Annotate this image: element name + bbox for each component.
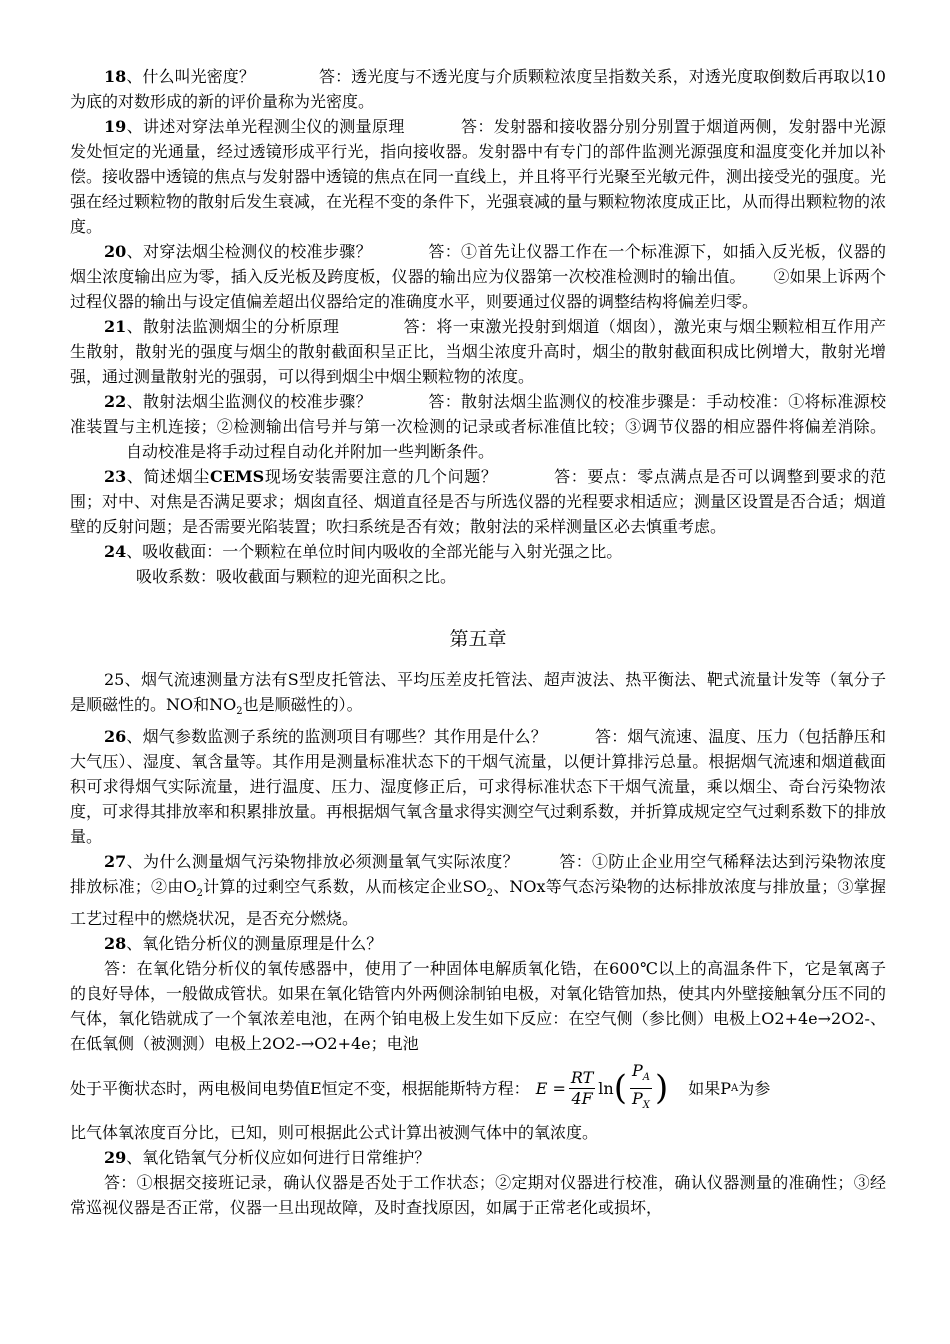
ratio-numerator bbox=[630, 1061, 652, 1089]
question-number: 29 bbox=[104, 1148, 127, 1168]
question-29-answer: 答：①根据交接班记录，确认仪器是否处于工作状态；②定期对仪器进行校准，确认仪器测量的准确性；③经常巡视仪器是否正常，仪器一旦出现故障，及时查找原因，如属于正常老化或损坏， bbox=[70, 1173, 886, 1218]
question-number: 20 bbox=[104, 242, 127, 261]
question-21 bbox=[70, 314, 886, 389]
question-text: 、简述烟尘 bbox=[126, 467, 210, 486]
subscript: A bbox=[731, 1082, 739, 1094]
subscript: 2 bbox=[486, 888, 493, 900]
question-number: 21 bbox=[104, 317, 127, 336]
question-text: 、散射法监测烟尘的分析原理 bbox=[126, 317, 340, 336]
question-text: 、什么叫光密度？ bbox=[126, 67, 255, 86]
question-text: 、散射法烟尘监测仪的校准步骤？ bbox=[126, 392, 372, 411]
formula-intro: 处于平衡状态时，两电极间电势值E恒定不变，根据能斯特方程： bbox=[70, 1078, 530, 1098]
question-18 bbox=[70, 64, 886, 114]
left-paren: ( bbox=[613, 1068, 627, 1109]
question-text: 、烟气参数监测子系统的监测项目有哪些？其作用是什么？ bbox=[126, 727, 547, 747]
definition-text: 、吸收截面：一个颗粒在单位时间内吸收的全部光能与入射光强之比。 bbox=[126, 542, 623, 561]
question-text: 、为什么测量烟气污染物排放必须测量氧气实际浓度？ bbox=[126, 852, 519, 872]
formula-line bbox=[70, 1056, 886, 1120]
formula-fraction bbox=[569, 1068, 595, 1109]
item-number: 24 bbox=[104, 542, 127, 561]
question-text: 、氧化锆分析仪的测量原理是什么？ bbox=[126, 934, 383, 954]
formula-followup: 如果P bbox=[688, 1078, 732, 1098]
fraction-numerator: RT bbox=[570, 1067, 594, 1087]
ratio-numerator-sub: A bbox=[642, 1071, 650, 1083]
subscript: 2 bbox=[236, 706, 243, 718]
answer-text: 答：烟气流速、温度、压力（包括静压和大气压）、湿度、氧含量等。其作用是测量标准状态下的干烟气流量，以便计算排污总量。根据烟气流速和烟道截面积可求得烟气实际流量，进行温度、压力、湿度修正后，可求得标准状态下干烟气流量，乘以烟尘、奇台污染物浓度，可求得其排放率和积累排放量。再根据烟气氧含量求得实测空气过剩系数，并折算成规定空气过剩系数下的排放量。 bbox=[70, 727, 887, 847]
answer-text: 答：散射法烟尘监测仪的校准步骤是：手动校准：①将标准源校准装置与主机连接；②检测输出信号并与第一次检测的记录或者标准值比较；③调节仪器的相应器件将偏差消除。 bbox=[70, 392, 886, 436]
question-number: 19 bbox=[104, 117, 127, 136]
question-29 bbox=[70, 1145, 886, 1170]
question-text: 、对穿法烟尘检测仪的校准步骤？ bbox=[126, 242, 372, 261]
document-body bbox=[70, 64, 886, 1220]
question-number: 18 bbox=[104, 67, 127, 86]
question-text: 、氧化锆氧气分析仪应如何进行日常维护？ bbox=[126, 1148, 431, 1168]
ratio-denominator bbox=[632, 1089, 650, 1116]
answer-text: 答：①防止企业用空气稀释法达到污染物浓度排放标准；②由O bbox=[70, 852, 886, 897]
answer-text-continued: ②如果上诉两个过程仪器的输出与设定值偏差超出仪器给定的准确度水平，则要通过仪器的调整结构将偏差归零。 bbox=[70, 267, 886, 311]
question-23 bbox=[70, 464, 886, 539]
chapter-title: 第五章 bbox=[449, 628, 507, 650]
ratio-denominator-sub: X bbox=[642, 1100, 650, 1112]
nernst-equation bbox=[536, 1061, 669, 1116]
answer-text-continued: 自动校准是将手动过程自动化并附加一些判断条件。 bbox=[126, 442, 495, 461]
paragraph-text: 25、烟气流速测量方法有S型皮托管法、平均压差皮托管法、超声波法、热平衡法、靶式流量计发等（氧分子是顺磁性的。NO和NO bbox=[70, 670, 886, 714]
formula-followup-end: 为参 bbox=[738, 1078, 771, 1098]
question-number: 22 bbox=[104, 392, 127, 411]
ratio-denominator-symbol: P bbox=[632, 1088, 643, 1108]
question-28-tail: 比气体氧浓度百分比，已知，则可根据此公式计算出被测气体中的氧浓度。 bbox=[70, 1123, 599, 1143]
answer-text: 答：透光度与不透光度与介质颗粒浓度呈指数关系，对透光度取倒数后再取以10为底的对数形成的新的评价量称为光密度。 bbox=[70, 67, 886, 111]
formula-lhs: E = bbox=[535, 1078, 566, 1098]
question-number: 28 bbox=[104, 934, 127, 954]
answer-text: 答：要点：零点满点是否可以调整到要求的范围；对中、对焦是否满足要求；烟囱直径、烟道直径是否与所选仪器的光程要求相适应；测量区设置是否合适；烟道壁的反射问题；是否需要光陷装置；吹扫系统是否有效；散射法的采样测量区必去慎重考虑。 bbox=[70, 467, 887, 536]
question-19 bbox=[70, 114, 886, 239]
fraction-denominator: 4F bbox=[571, 1088, 593, 1108]
question-26 bbox=[70, 724, 886, 849]
answer-text-end: 、NOx等气态污染物的达标排放浓度与排放量；③掌握工艺过程中的燃烧状况，是否充分燃烧。 bbox=[70, 877, 886, 929]
pressure-ratio bbox=[630, 1061, 652, 1116]
question-text-continued: 现场安装需要注意的几个问题？ bbox=[264, 467, 498, 486]
answer-text-continued: 计算的过剩空气系数，从而核定企业SO bbox=[202, 877, 487, 897]
question-text: 、讲述对穿法单光程测尘仪的测量原理 bbox=[126, 117, 405, 136]
answer-text: 答：发射器和接收器分别分别置于烟道两侧，发射器中光源发处恒定的光通量，经过透镜形成平行光，指向接收器。发射器中有专门的部件监测光源强度和温度变化并加以补偿。接收器中透镜的焦点与发射器中透镜的焦点在同一直线上，并且将平行光聚至光敏元件，测出接受光的强度。光强在经过颗粒物的散射后发生衰减，在光程不变的条件下，光强衰减的量与颗粒物浓度成正比，从而得出颗粒物的浓度。 bbox=[70, 117, 887, 236]
paragraph-text-end: 也是顺磁性的）。 bbox=[242, 695, 363, 714]
question-28-answer: 答：在氧化锆分析仪的氧传感器中，使用了一种固体电解质氧化锆，在600℃以上的高温条件下，它是氧离子的良好导体，一般做成管状。如果在氧化锆管内外两侧涂制铂电极，对氧化锆管加热，使其内外壁接触氧分压不同的气体，氧化锆就成了一个氧浓差电池，在两个铂电极上发生如下反应：在空气侧（参比侧）电极上O2+4e→2O2-、在低氧侧（被测测）电极上2O2-→O2+4e；电池 bbox=[70, 959, 887, 1054]
right-paren: ) bbox=[654, 1068, 669, 1109]
paragraph-25 bbox=[70, 667, 886, 724]
subscript: 2 bbox=[196, 888, 203, 900]
question-number: 26 bbox=[104, 727, 127, 747]
question-27 bbox=[70, 849, 886, 931]
question-number: 27 bbox=[104, 852, 127, 872]
ratio-numerator-symbol: P bbox=[631, 1060, 643, 1080]
answer-text: 答：①首先让仪器工作在一个标准源下，如插入反光板，仪器的烟尘浓度输出应为零，插入反光板及跨度板，仪器的输出应为仪器第一次校准检测时的输出值。 bbox=[70, 242, 886, 286]
question-text-bold: CEMS bbox=[210, 467, 265, 486]
question-number: 23 bbox=[104, 467, 127, 486]
question-28 bbox=[70, 931, 886, 956]
formula-ln: ln bbox=[598, 1078, 614, 1098]
item-24-definition-2: 吸收系数：吸收截面与颗粒的迎光面积之比。 bbox=[136, 567, 457, 586]
question-20 bbox=[70, 239, 886, 314]
answer-text: 答：将一束激光投射到烟道（烟囱），激光束与烟尘颗粒相互作用产生散射，散射光的强度与烟尘的散射截面积呈正比，当烟尘浓度升高时，烟尘的散射截面积成比例增大，散射光增强，通过测量散射光的强弱，可以得到烟尘中烟尘颗粒物的浓度。 bbox=[70, 317, 886, 386]
question-22 bbox=[70, 389, 886, 464]
item-24 bbox=[70, 539, 886, 564]
